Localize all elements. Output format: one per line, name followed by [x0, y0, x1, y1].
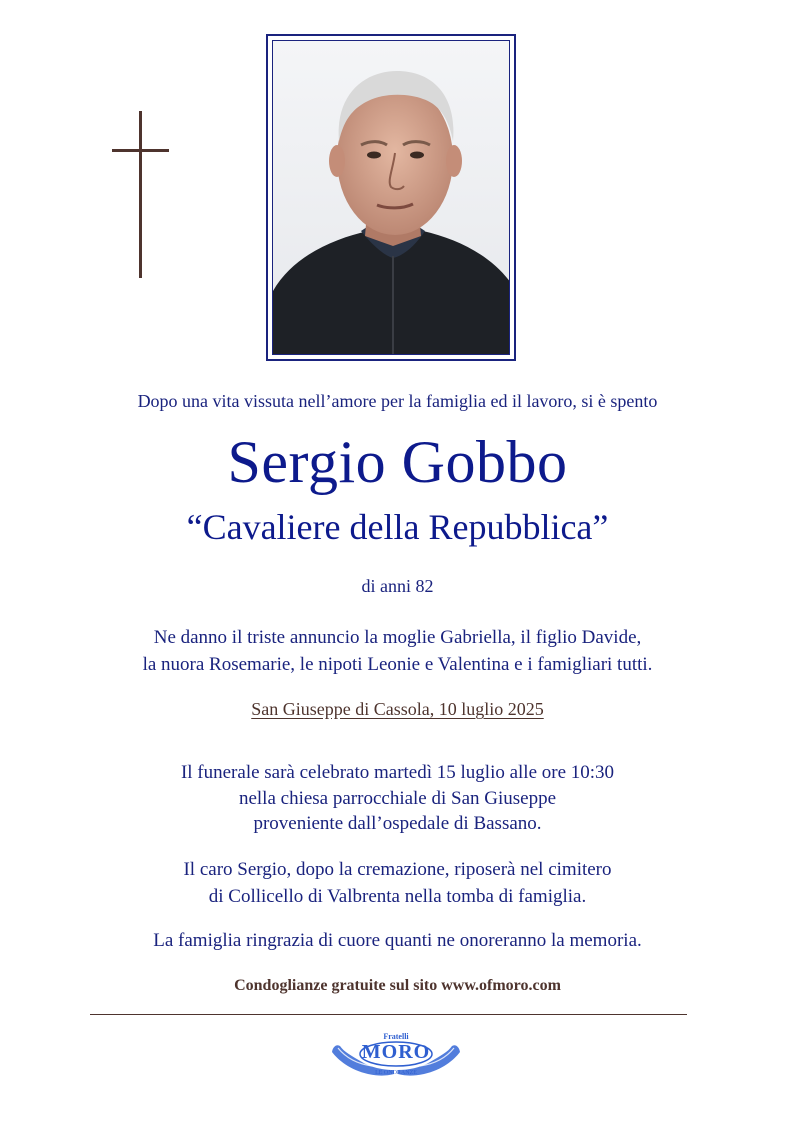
- logo-subtitle: LE ONORANZE: [375, 1070, 417, 1076]
- announcement-line: la nuora Rosemarie, le nipoti Leonie e Valentina e i famigliari tutti.: [142, 654, 653, 675]
- logo-small-top: Fratelli: [383, 1032, 409, 1041]
- funeral-line: proveniente dall’ospedale di Bassano.: [253, 813, 542, 834]
- deceased-age: di anni 82: [361, 576, 434, 596]
- burial-line: Il caro Sergio, dopo la cremazione, riposerà nel cimitero: [183, 859, 612, 880]
- divider: [90, 1014, 687, 1015]
- company-logo: [328, 1030, 464, 1080]
- deceased-title: “Cavaliere della Repubblica”: [186, 507, 609, 547]
- deceased-name: Sergio Gobbo: [227, 429, 568, 495]
- burial-line: di Collicello di Valbrenta nella tomba di famiglia.: [208, 886, 587, 907]
- funeral-line: nella chiesa parrocchiale di San Giuseppe: [238, 787, 557, 809]
- condolences-link[interactable]: Condoglianze gratuite sul sito www.ofmoro.com: [234, 977, 561, 994]
- logo-brand: MORO: [361, 1041, 431, 1063]
- announcement-paragraph: [0, 624, 795, 678]
- funeral-line: Il funerale sarà celebrato martedì 15 luglio alle ore 10:30: [180, 762, 615, 783]
- cross-icon-horizontal: [112, 149, 169, 152]
- announcement-line: Ne danno il triste annuncio la moglie Gabriella, il figlio Davide,: [153, 627, 642, 648]
- portrait-photo: [272, 40, 510, 355]
- thanks-text: La famiglia ringrazia di cuore quanti ne onoreranno la memoria.: [153, 930, 642, 951]
- cross-icon-vertical: [139, 111, 142, 278]
- intro-text: Dopo una vita vissuta nell’amore per la famiglia ed il lavoro, si è spento: [137, 391, 658, 411]
- burial-paragraph: [0, 856, 795, 910]
- portrait-illustration: [273, 41, 510, 355]
- funeral-paragraph: [0, 760, 795, 837]
- place-date: San Giuseppe di Cassola, 10 luglio 2025: [251, 699, 544, 719]
- photo-frame: [266, 34, 516, 361]
